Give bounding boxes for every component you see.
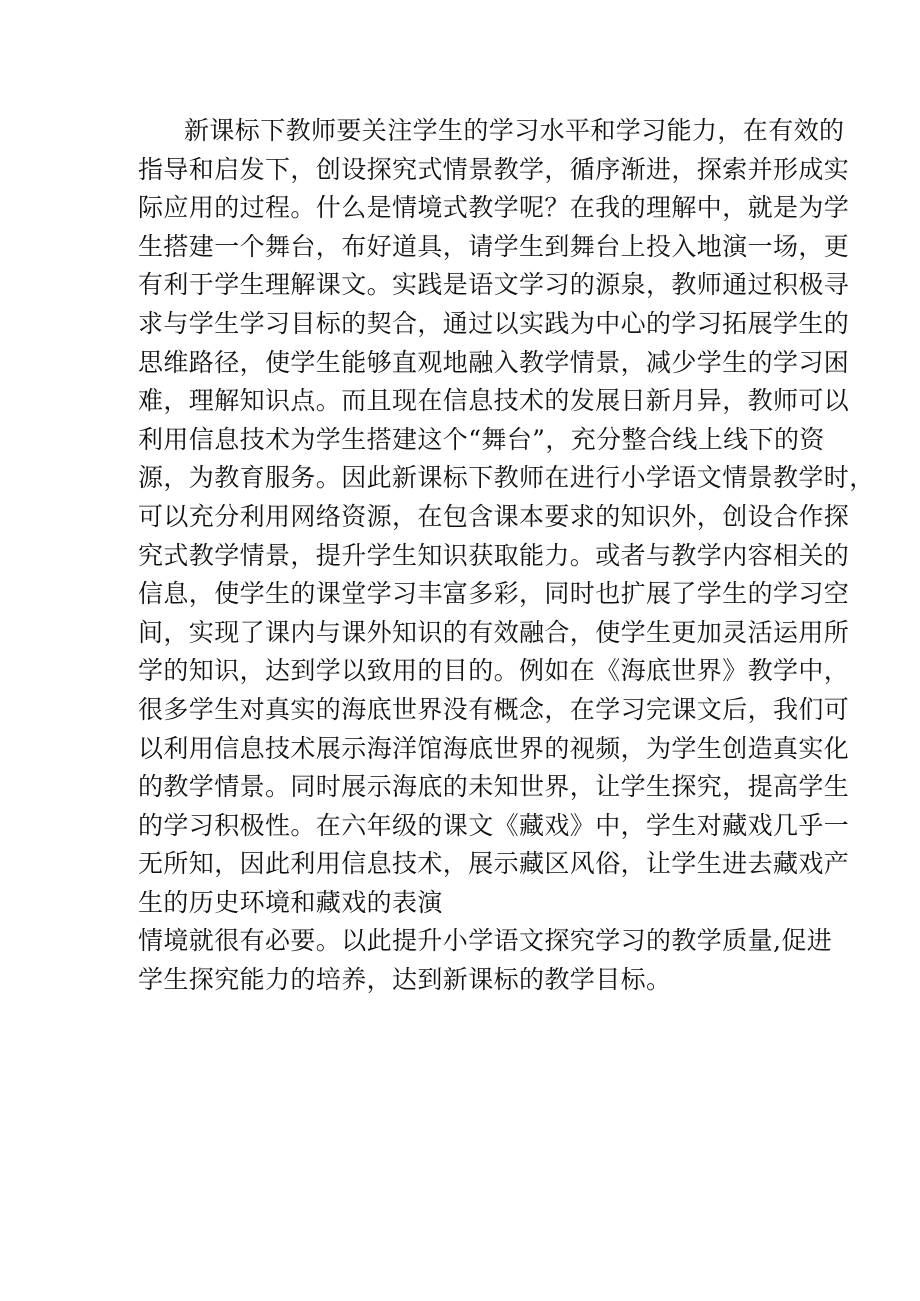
text-line-3: 际应用的过程。什么是情境式教学呢？在我的理解中，就是为学 — [138, 193, 850, 223]
text-line-9: 利用信息技术为学生搭建这个“舞台”，充分整合线上线下的资 — [138, 424, 825, 454]
text-line-6: 求与学生学习目标的契合，通过以实践为中心的学习拓展学生的 — [138, 308, 850, 338]
text-line-2: 指导和启发下，创设探究式情景教学，循序渐进，探索并形成实 — [138, 154, 850, 184]
text-line-22: 情境就很有必要。以此提升小学语文探究学习的教学质量,促进 — [138, 926, 833, 956]
text-line-18: 的教学情景。同时展示海底的未知世界，让学生探究，提高学生 — [138, 772, 850, 802]
text-line-16: 很多学生对真实的海底世界没有概念，在学习完课文后，我们可 — [138, 694, 850, 724]
body-text — [138, 112, 875, 1000]
text-line-15: 学的知识，达到学以致用的目的。例如在《海底世界》教学中， — [138, 656, 850, 686]
text-line-23: 学生探究能力的培养，达到新课标的教学目标。 — [138, 965, 672, 995]
text-line-14: 间，实现了课内与课外知识的有效融合，使学生更加灵活运用所 — [138, 617, 850, 647]
text-line-8: 难，理解知识点。而且现在信息技术的发展日新月异，教师可以 — [138, 386, 850, 416]
text-line-7: 思维路径，使学生能够直观地融入教学情景，减少学生的学习困 — [138, 347, 850, 377]
text-line-4: 生搭建一个舞台，布好道具，请学生到舞台上投入地演一场，更 — [138, 231, 850, 261]
text-line-20: 无所知，因此利用信息技术，展示藏区风俗，让学生进去藏戏产 — [138, 849, 850, 879]
text-line-12: 究式教学情景，提升学生知识获取能力。或者与教学内容相关的 — [138, 540, 850, 570]
text-line-11: 可以充分利用网络资源，在包含课本要求的知识外，创设合作探 — [138, 501, 850, 531]
text-line-21: 生的历史环境和藏戏的表演 — [138, 887, 443, 917]
text-line-17: 以利用信息技术展示海洋馆海底世界的视频，为学生创造真实化 — [138, 733, 850, 763]
text-line-13: 信息，使学生的课堂学习丰富多彩，同时也扩展了学生的学习空 — [138, 579, 850, 609]
text-line-5: 有利于学生理解课文。实践是语文学习的源泉，教师通过积极寻 — [138, 270, 850, 300]
text-line-19: 的学习积极性。在六年级的课文《藏戏》中，学生对藏戏几乎一 — [138, 810, 850, 840]
text-line-1: 新课标下教师要关注学生的学习水平和学习能力，在有效的 — [184, 116, 845, 145]
text-line-10: 源，为教育服务。因此新课标下教师在进行小学语文情景教学时， — [138, 463, 875, 493]
